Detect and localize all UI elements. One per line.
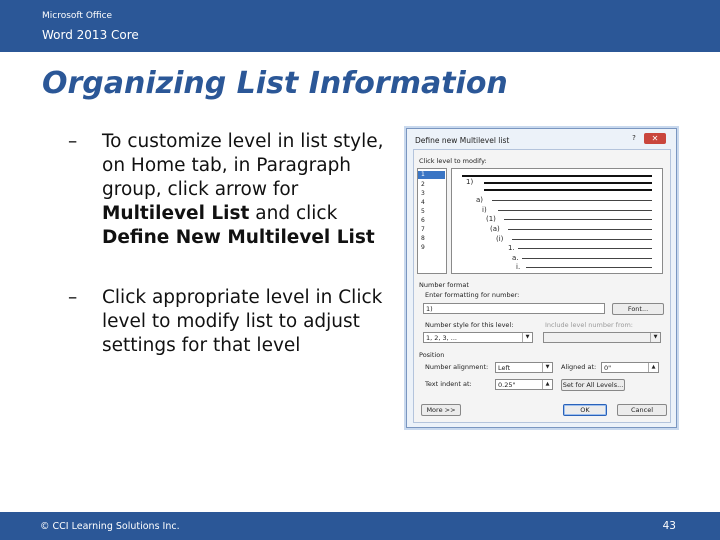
preview-label: a. bbox=[512, 254, 519, 262]
number-alignment-select[interactable] bbox=[495, 362, 553, 373]
level-item[interactable]: 5 bbox=[421, 208, 425, 215]
preview-label: (a) bbox=[490, 225, 500, 233]
level-preview bbox=[451, 168, 663, 274]
number-style-value: 1, 2, 3, ... bbox=[426, 334, 458, 342]
click-level-label: Click level to modify: bbox=[419, 157, 487, 165]
aligned-at-value: 0" bbox=[604, 364, 612, 372]
brand-label: Microsoft Office bbox=[42, 11, 113, 21]
bullet-1 bbox=[68, 130, 402, 250]
more-button[interactable]: More >> bbox=[421, 404, 461, 416]
preview-line bbox=[498, 210, 652, 211]
bullet-1-text-part: To customize level in list style, on Home tab, in Paragraph group, click arrow for bbox=[102, 131, 384, 200]
position-label: Position bbox=[419, 351, 445, 359]
preview-label: 1. bbox=[508, 244, 515, 252]
preview-line bbox=[484, 182, 652, 184]
preview-line bbox=[492, 200, 652, 201]
enter-formatting-label: Enter formatting for number: bbox=[425, 291, 520, 299]
include-level-select[interactable] bbox=[543, 332, 661, 343]
font-button[interactable]: Font... bbox=[612, 303, 664, 315]
preview-label: (i) bbox=[496, 235, 504, 243]
include-level-label: Include level number from: bbox=[545, 321, 634, 329]
preview-line bbox=[504, 219, 652, 220]
course-label: Word 2013 Core bbox=[42, 28, 139, 42]
level-list[interactable] bbox=[417, 168, 447, 274]
text-indent-input[interactable] bbox=[495, 379, 553, 390]
spinner-icon: ▲ bbox=[648, 363, 658, 372]
level-item[interactable]: 2 bbox=[421, 181, 425, 188]
preview-line bbox=[484, 189, 652, 191]
preview-label: i) bbox=[482, 206, 487, 214]
level-item[interactable]: 1 bbox=[418, 171, 445, 179]
text-indent-label: Text indent at: bbox=[425, 380, 472, 388]
preview-line bbox=[508, 229, 652, 230]
preview-line bbox=[526, 267, 652, 268]
level-item[interactable]: 3 bbox=[421, 190, 425, 197]
close-icon[interactable]: ✕ bbox=[644, 133, 666, 144]
bullet-1-bold-multilevel: Multilevel List bbox=[102, 203, 250, 224]
bullet-dash: – bbox=[68, 131, 78, 152]
preview-label: i. bbox=[516, 263, 521, 271]
bullet-dash: – bbox=[68, 287, 78, 308]
header-bar bbox=[0, 0, 720, 52]
preview-line bbox=[512, 239, 652, 240]
text-indent-value: 0.25" bbox=[498, 381, 516, 389]
help-icon[interactable]: ? bbox=[632, 134, 636, 142]
chevron-down-icon: ▼ bbox=[522, 333, 532, 342]
preview-label: 1) bbox=[466, 178, 474, 186]
define-multilevel-list-dialog bbox=[406, 128, 677, 428]
aligned-at-label: Aligned at: bbox=[561, 363, 597, 371]
level-item[interactable]: 4 bbox=[421, 199, 425, 206]
level-item[interactable]: 7 bbox=[421, 226, 425, 233]
spinner-icon: ▲ bbox=[542, 380, 552, 389]
preview-label: (1) bbox=[486, 215, 496, 223]
number-format-label: Number format bbox=[419, 281, 469, 289]
bullet-1-text bbox=[102, 130, 402, 250]
bullet-1-text-mid: and click bbox=[249, 203, 338, 224]
number-alignment-label: Number alignment: bbox=[425, 363, 489, 371]
level-item[interactable]: 9 bbox=[421, 244, 425, 251]
page-number: 43 bbox=[662, 520, 676, 532]
chevron-down-icon: ▼ bbox=[650, 333, 660, 342]
slide-title: Organizing List Information bbox=[42, 66, 508, 101]
level-item[interactable]: 8 bbox=[421, 235, 425, 242]
preview-line bbox=[462, 175, 652, 177]
bullet-2-text: Click appropriate level in Click level to modify list to adjust settings for that level bbox=[102, 287, 383, 356]
dialog-title: Define new Multilevel list bbox=[415, 136, 510, 145]
chevron-down-icon: ▼ bbox=[542, 363, 552, 372]
aligned-at-input[interactable] bbox=[601, 362, 659, 373]
cancel-button[interactable]: Cancel bbox=[617, 404, 667, 416]
set-all-levels-button[interactable]: Set for All Levels... bbox=[562, 381, 624, 389]
preview-line bbox=[518, 248, 652, 249]
preview-label: a) bbox=[476, 196, 484, 204]
number-style-label: Number style for this level: bbox=[425, 321, 514, 329]
bullet-2 bbox=[68, 286, 402, 358]
number-alignment-value: Left bbox=[498, 364, 511, 372]
bullet-1-bold-define: Define New Multilevel List bbox=[102, 227, 375, 248]
footer-bar bbox=[0, 512, 720, 540]
level-item[interactable]: 6 bbox=[421, 217, 425, 224]
formatting-input[interactable]: 1) bbox=[423, 303, 605, 314]
copyright: © CCI Learning Solutions Inc. bbox=[40, 521, 180, 532]
ok-button[interactable]: OK bbox=[563, 404, 607, 416]
number-style-select[interactable] bbox=[423, 332, 533, 343]
preview-line bbox=[522, 258, 652, 259]
